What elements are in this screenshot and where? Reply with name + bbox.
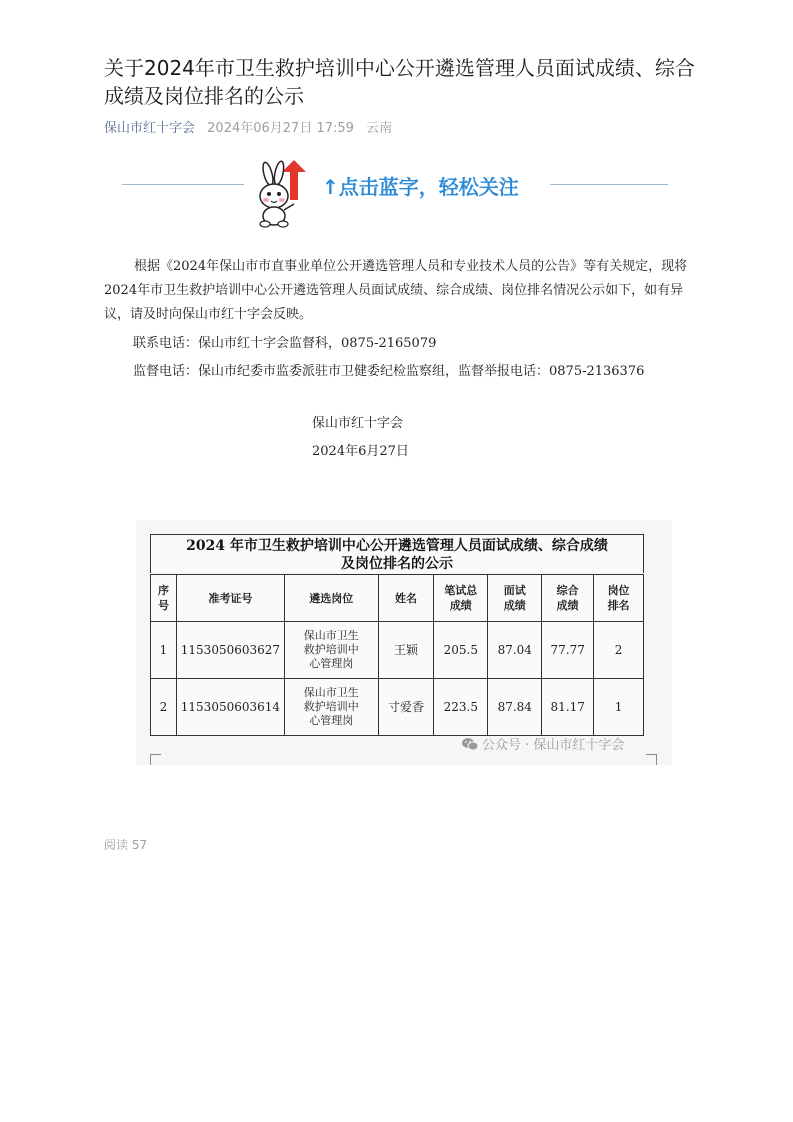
score-table-title-line2: 及岗位排名的公示 xyxy=(341,556,453,572)
cell-name: 寸爱香 xyxy=(378,679,434,736)
publish-time: 2024年06月27日 17:59 xyxy=(207,121,354,136)
header-seq: 序 号 xyxy=(151,575,177,622)
cell-interview-score: 87.04 xyxy=(488,622,542,679)
header-exam-id: 准考证号 xyxy=(176,575,284,622)
cell-exam-id: 1153050603614 xyxy=(176,679,284,736)
table-row xyxy=(151,622,644,679)
supervision-phone-line: 监督电话：保山市纪委市监委派驻市卫健委纪检监察组，监督举报电话：0875-2136376 xyxy=(133,364,645,379)
contact-phone-line: 联系电话：保山市红十字会监督科，0875-2165079 xyxy=(133,336,437,351)
rabbit-mascot-icon xyxy=(252,160,312,228)
cell-seq: 2 xyxy=(151,679,177,736)
crop-mark xyxy=(656,754,657,765)
header-total-score: 综合 成绩 xyxy=(542,575,594,622)
cell-post: 保山市卫生 救护培训中 心管理岗 xyxy=(284,622,378,679)
header-rank: 岗位 排名 xyxy=(594,575,644,622)
article-meta xyxy=(104,120,400,138)
wechat-watermark: 公众号 · 保山市红十字会 xyxy=(462,734,624,753)
cell-interview-score: 87.84 xyxy=(488,679,542,736)
follow-banner[interactable] xyxy=(122,158,668,228)
cell-name: 王颖 xyxy=(378,622,434,679)
crop-mark xyxy=(150,754,151,765)
signature-organization: 保山市红十字会 xyxy=(312,416,404,431)
follow-prompt-text: ↑点击蓝字，轻松关注 xyxy=(322,175,519,199)
header-interview-score: 面试 成绩 xyxy=(488,575,542,622)
account-name-link[interactable]: 保山市红十字会 xyxy=(104,121,196,136)
banner-divider-right xyxy=(550,184,668,185)
score-table-title-line1: 2024 年市卫生救护培训中心公开遴选管理人员面试成绩、综合成绩 xyxy=(186,538,608,554)
cell-exam-id: 1153050603627 xyxy=(176,622,284,679)
cell-post: 保山市卫生 救护培训中 心管理岗 xyxy=(284,679,378,736)
cell-rank: 2 xyxy=(594,622,644,679)
score-table-title xyxy=(150,534,644,573)
banner-divider-left xyxy=(122,184,244,185)
header-post: 遴选岗位 xyxy=(284,575,378,622)
cell-written-score: 205.5 xyxy=(434,622,488,679)
score-table-image xyxy=(136,520,672,765)
score-table xyxy=(150,574,644,736)
cell-total-score: 81.17 xyxy=(542,679,594,736)
header-name: 姓名 xyxy=(378,575,434,622)
cell-written-score: 223.5 xyxy=(434,679,488,736)
announcement-paragraph: 根据《2024年保山市市直事业单位公开遴选管理人员和专业技术人员的公告》等有关规定，现将2024年市卫生救护培训中心公开遴选管理人员面试成绩、综合成绩、岗位排名情况公示如下，如有异议，请及时向保山市红十字会反映。 xyxy=(104,259,688,322)
table-row xyxy=(151,679,644,736)
cell-total-score: 77.77 xyxy=(542,622,594,679)
signature-date: 2024年6月27日 xyxy=(312,444,409,459)
publish-region: 云南 xyxy=(366,121,393,136)
cell-seq: 1 xyxy=(151,622,177,679)
wechat-icon xyxy=(462,737,478,751)
crop-mark xyxy=(646,754,657,755)
crop-mark xyxy=(150,754,161,755)
read-count: 阅读 57 xyxy=(104,838,148,852)
cell-rank: 1 xyxy=(594,679,644,736)
table-header-row xyxy=(151,575,644,622)
article-title: 关于2024年市卫生救护培训中心公开遴选管理人员面试成绩、综合成绩及岗位排名的公示 xyxy=(104,56,695,108)
header-written-score: 笔试总 成绩 xyxy=(434,575,488,622)
